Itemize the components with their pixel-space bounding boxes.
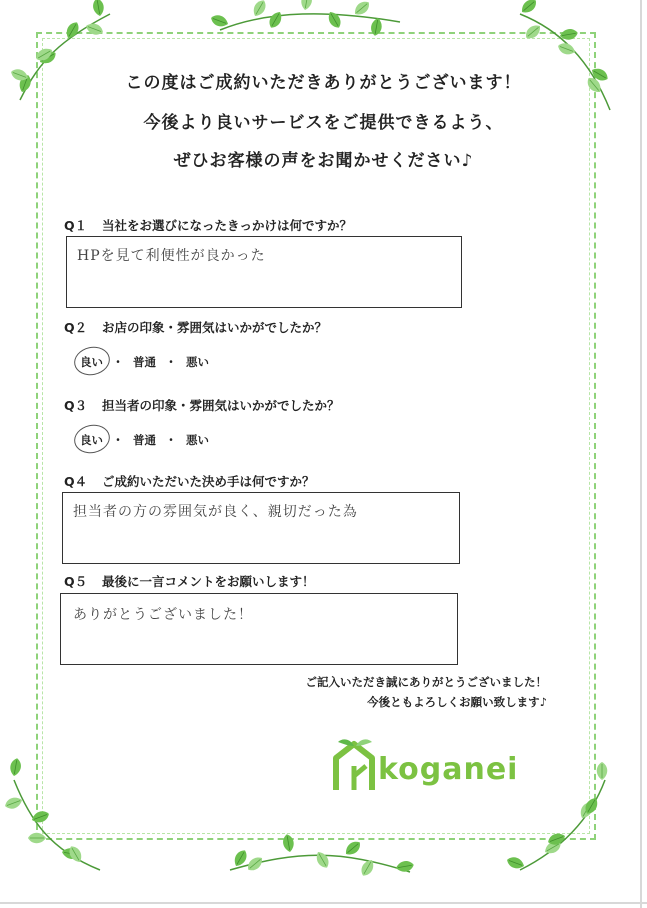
q2-choice-bad: 悪い — [186, 355, 209, 369]
q2-label — [64, 318, 327, 336]
q3-sep-2: ・ — [165, 433, 177, 447]
q2-sep-1: ・ — [112, 355, 124, 369]
q5-answer-box — [60, 593, 458, 665]
q3-choices — [80, 432, 209, 448]
q3-choice-bad: 悪い — [186, 433, 209, 447]
q2-choice-normal: 普通 — [133, 355, 156, 369]
vine-bottom-left — [3, 757, 100, 870]
q3-choice-normal: 普通 — [133, 433, 156, 447]
q5-number: Q５ — [64, 574, 88, 589]
header-line-1: この度はご成約いただきありがとうございます！ — [125, 73, 522, 93]
vine-bottom-center — [230, 833, 415, 878]
koganei-logo-text: koganei — [378, 752, 519, 787]
q1-answer-text: HPを見て利便性が良かった — [77, 248, 266, 264]
vine-top-right — [519, 0, 611, 110]
closing-line-2: 今後ともよろしくお願い致します♪ — [367, 695, 547, 709]
q2-question: お店の印象・雰囲気はいかがでしたか？ — [102, 320, 328, 335]
vine-top-center — [209, 0, 400, 37]
q4-number: Q４ — [64, 474, 88, 489]
q4-question: ご成約いただいた決め手は何ですか？ — [102, 474, 315, 489]
q5-label — [64, 572, 315, 590]
q3-question: 担当者の印象・雰囲気はいかがでしたか？ — [102, 398, 340, 413]
q3-sep-1: ・ — [112, 433, 124, 447]
header-line-3: ぜひお客様の声をお聞かせください♪ — [173, 151, 474, 171]
q1-answer-box — [66, 236, 462, 308]
q1-question: 当社をお選びになったきっかけは何ですか？ — [102, 218, 353, 233]
q2-choices — [80, 354, 209, 370]
q1-number: Q１ — [64, 218, 88, 233]
q2-number: Q２ — [64, 320, 88, 335]
header-line-2: 今後より良いサービスをご提供できるよう、 — [143, 113, 504, 133]
q3-number: Q３ — [64, 398, 88, 413]
q4-label — [64, 472, 315, 490]
q2-sep-2: ・ — [165, 355, 177, 369]
q4-answer-box — [62, 492, 460, 564]
vine-bottom-right — [505, 762, 607, 871]
q5-answer-text: ありがとうございました！ — [73, 607, 253, 623]
q1-label — [64, 216, 352, 234]
q5-question: 最後に一言コメントをお願いします！ — [102, 574, 315, 589]
q3-label — [64, 396, 340, 414]
q4-answer-text: 担当者の方の雰囲気が良く、親切だった為 — [73, 504, 358, 520]
q3-choice-good: 良い — [80, 433, 103, 447]
closing-line-1: ご記入いただき誠にありがとうございました！ — [305, 675, 547, 689]
q2-choice-good: 良い — [80, 355, 103, 369]
koganei-logo-icon — [330, 736, 382, 792]
